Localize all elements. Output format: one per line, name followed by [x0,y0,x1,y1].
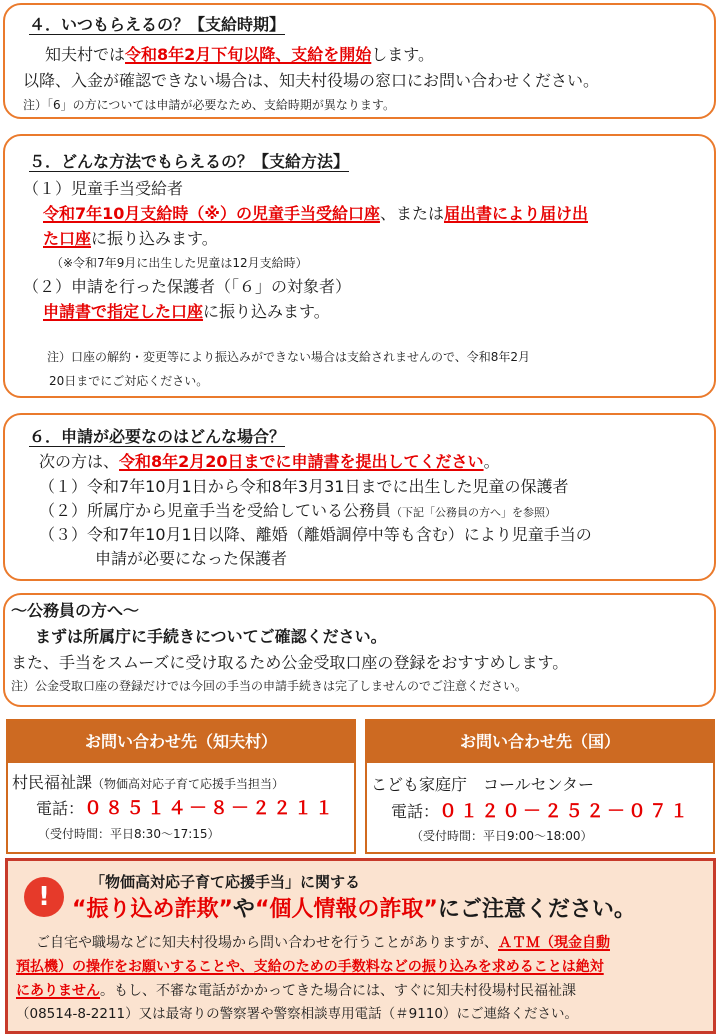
section-6-heading: ６．申請が必要なのはどんな場合？ [29,427,286,446]
civil-servant-box [3,593,716,707]
section-5-item-1: （１）児童手当受給者 [23,179,184,198]
contact-village-title: お問い合わせ先（知夫村） [8,721,354,763]
exclamation-icon: ! [24,877,64,917]
section-4-heading: ４．いつもらえるの？【支給時期】 [29,15,286,34]
warning-para-3: にありません。もし、不審な電話がかかってきた場合には、すぐに知夫村役場村民福祉課 [16,983,576,999]
section-6-item-1: （１）令和7年10月1日から令和8年3月31日までに出生した児童の保護者 [39,477,569,496]
contact-nation-hours: （受付時間：平日9:00～18:00） [411,829,593,843]
section-4-note: 注）「6」の方については申請が必要なため、支給時期が異なります。 [23,98,395,112]
section-5-heading: ５．どんな方法でもらえるの？【支給方法】 [29,152,350,171]
section-6-line-1: 次の方は、令和8年2月20日までに申請書を提出してください。 [39,452,500,471]
contact-village-box [6,719,356,854]
warning-para-2: 預払機）の操作をお願いすることや、支給のための手数料などの振り込みを求めることは絶対 [16,959,604,975]
section-5-line-1: 令和7年10月支給時（※）の児童手当受給口座、または届出書により届け出 [43,204,588,223]
section-4-box [3,3,716,119]
contact-nation-box [365,719,715,854]
section-6-box [3,413,716,581]
section-6-item-3-cont: 申請が必要になった保護者 [95,549,288,568]
contact-village-dept: 村民福祉課（物価高対応子育て応援手当担当） [12,773,285,792]
warning-para-4: （08514-8-2211）又は最寄りの警察署や警察相談専用電話（＃9110）にご連絡ください。 [16,1006,578,1022]
section-4-line-2: 以降、入金が確認できない場合は、知夫村役場の窓口にお問い合わせください。 [23,71,600,90]
section-6-item-3: （３）令和7年10月1日以降、離婚（離婚調停中等も含む）により児童手当の [39,525,592,544]
contact-nation-phone[interactable]: 電話：０１２０－２５２－０７１ [391,801,692,822]
civil-note: 注）公金受取口座の登録だけでは今回の手当の申請手続きは完了しませんのでご注意ください。 [11,679,528,693]
fraud-warning-box [5,858,716,1034]
section-5-line-3: 申請書で指定した口座に振り込みます。 [43,302,330,321]
section-5-sub-note: （※令和7年9月に出生した児童は12月支給時） [51,256,308,270]
civil-line-1: まずは所属庁に手続きについてご確認ください。 [35,627,387,646]
section-5-note-2: 20日までにご対応ください。 [49,374,209,388]
warning-para-1: ご自宅や職場などに知夫村役場から問い合わせを行うことがありますが、ＡＴＭ（現金自動 [36,935,610,951]
section-6-item-2: （２）所属庁から児童手当を受給している公務員（下記「公務員の方へ」を参照） [39,501,557,520]
civil-heading: ～公務員の方へ～ [11,601,140,620]
warning-title: “振り込め詐欺”や“個人情報の詐取”にご注意ください。 [72,897,636,922]
section-5-note-1: 注）口座の解約・変更等により振込みができない場合は支給されませんので、令和8年2月 [47,350,531,364]
warning-subtitle: 「物価高対応子育て応援手当」に関する [90,873,361,891]
contact-nation-title: お問い合わせ先（国） [367,721,713,763]
civil-line-2: また、手当をスムーズに受け取るため公金受取口座の登録をおすすめします。 [11,653,569,672]
contact-village-hours: （受付時間：平日8:30～17:15） [38,827,220,841]
section-5-item-2: （２）申請を行った保護者（「６」の対象者） [23,277,352,296]
contact-nation-dept: こども家庭庁 コールセンター [371,775,595,794]
section-5-box [3,134,716,398]
section-5-line-2: た口座に振り込みます。 [43,229,218,248]
contact-village-phone[interactable]: 電話：０８５１４－８－２２１１ [36,798,337,819]
section-4-line-1: 知夫村では令和8年2月下旬以降、支給を開始します。 [45,45,435,64]
